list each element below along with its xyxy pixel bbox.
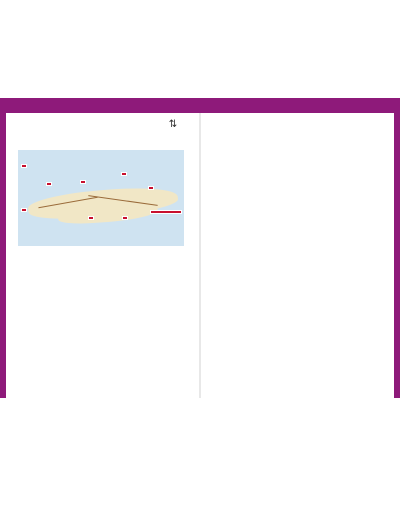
- region-tag: [46, 182, 52, 186]
- region-tag: [88, 216, 94, 220]
- right-edge-band: [394, 113, 400, 398]
- region-tag: [148, 186, 154, 190]
- left-edge-band: [0, 113, 6, 398]
- compass: [166, 120, 180, 130]
- region-map: [18, 150, 184, 246]
- region-tag: [121, 172, 127, 176]
- book-spread: [0, 98, 400, 398]
- compass-icon: ⇅: [168, 119, 178, 130]
- region-tag: [150, 210, 182, 214]
- left-page-header: [0, 98, 200, 113]
- region-tag: [122, 216, 128, 220]
- region-tag: [21, 164, 27, 168]
- region-tag: [80, 180, 86, 184]
- editor-note: [18, 252, 184, 253]
- region-tag: [21, 208, 27, 212]
- page-gutter: [199, 113, 201, 398]
- right-page-header: [200, 98, 400, 113]
